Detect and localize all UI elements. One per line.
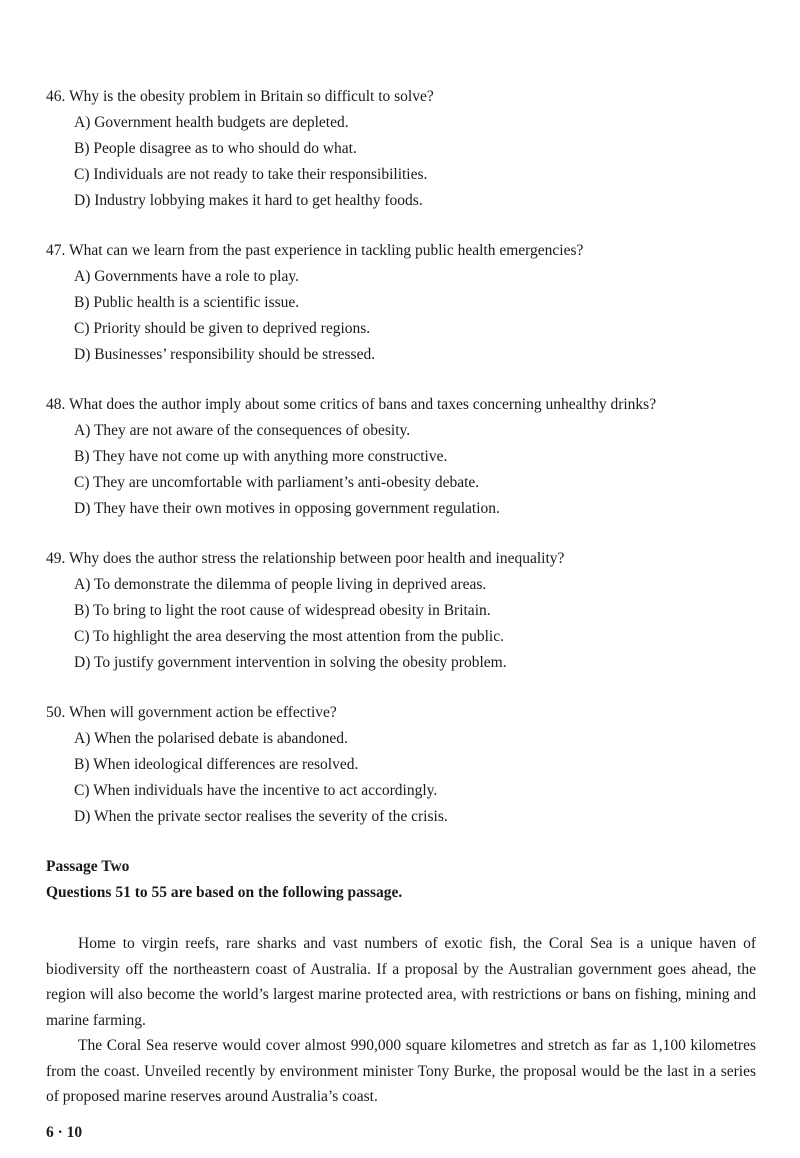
- question-48: [46, 392, 760, 522]
- question-49: [46, 546, 760, 676]
- passage-title: Passage Two: [46, 858, 130, 875]
- passage-instruction: Questions 51 to 55 are based on the following passage.: [46, 884, 403, 901]
- option-d: D) They have their own motives in opposing government regulation.: [74, 500, 500, 517]
- page-number: 6 · 10: [46, 1124, 83, 1141]
- option-d: D) To justify government intervention in solving the obesity problem.: [74, 654, 507, 671]
- option-c: C) They are uncomfortable with parliament’s anti-obesity debate.: [74, 474, 480, 491]
- question-stem: 50. When will government action be effective?: [46, 704, 337, 721]
- option-b: B) They have not come up with anything more constructive.: [74, 448, 448, 465]
- option-a: A) Governments have a role to play.: [74, 268, 299, 285]
- option-d: D) Industry lobbying makes it hard to get healthy foods.: [74, 192, 423, 209]
- option-c: C) Priority should be given to deprived regions.: [74, 320, 371, 337]
- option-a: A) They are not aware of the consequences of obesity.: [74, 422, 411, 439]
- option-c: C) To highlight the area deserving the most attention from the public.: [74, 628, 504, 645]
- option-a: A) Government health budgets are depleted.: [74, 114, 349, 131]
- question-46: [46, 84, 760, 214]
- question-stem: 49. Why does the author stress the relationship between poor health and inequality?: [46, 550, 565, 567]
- paragraph: The Coral Sea reserve would cover almost 990,000 square kilometres and stretch as far as 1,100 kilometres from the coast. Unveiled recently by environment minister Tony Burke, the proposal would be the last in a series of proposed marine reserves around Australia’s coast.: [46, 1037, 756, 1105]
- option-b: B) Public health is a scientific issue.: [74, 294, 300, 311]
- question-50: [46, 700, 760, 830]
- passage-body: [46, 931, 756, 1110]
- option-a: A) When the polarised debate is abandoned.: [74, 730, 348, 747]
- option-d: D) When the private sector realises the severity of the crisis.: [74, 808, 448, 825]
- option-b: B) When ideological differences are resolved.: [74, 756, 359, 773]
- question-stem: 48. What does the author imply about some critics of bans and taxes concerning unhealthy drinks?: [46, 396, 657, 413]
- option-b: B) People disagree as to who should do what.: [74, 140, 357, 157]
- option-c: C) When individuals have the incentive to act accordingly.: [74, 782, 438, 799]
- question-stem: 47. What can we learn from the past experience in tackling public health emergencies?: [46, 242, 584, 259]
- option-c: C) Individuals are not ready to take their responsibilities.: [74, 166, 428, 183]
- option-d: D) Businesses’ responsibility should be stressed.: [74, 346, 376, 363]
- question-47: [46, 238, 760, 368]
- option-a: A) To demonstrate the dilemma of people living in deprived areas.: [74, 576, 487, 593]
- paragraph: Home to virgin reefs, rare sharks and vast numbers of exotic fish, the Coral Sea is a unique haven of biodiversity off the northeastern coast of Australia. If a proposal by the Australian government goes ahead, the region will also become the world’s largest marine protected area, with restrictions or bans on fishing, mining and marine farming.: [46, 935, 756, 1029]
- question-stem: 46. Why is the obesity problem in Britain so difficult to solve?: [46, 88, 434, 105]
- option-b: B) To bring to light the root cause of widespread obesity in Britain.: [74, 602, 491, 619]
